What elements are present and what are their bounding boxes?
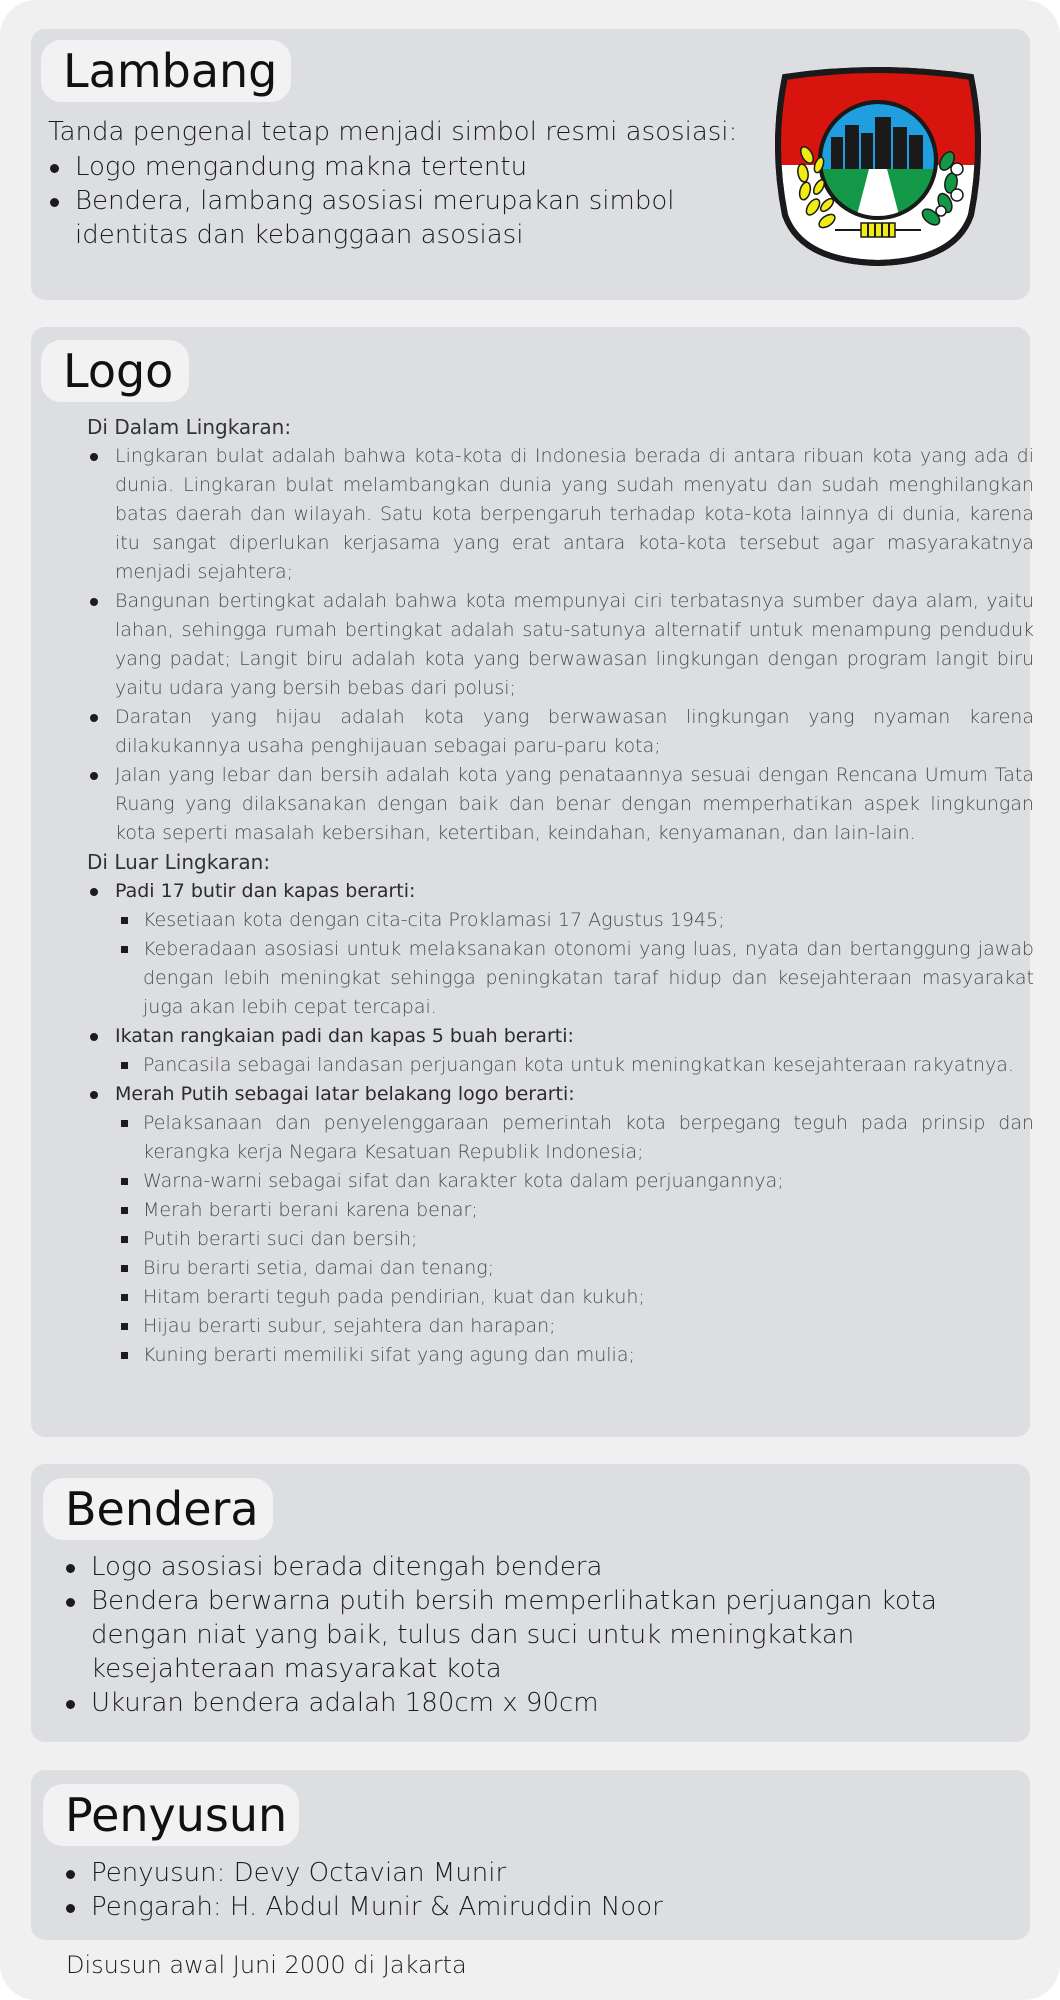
list-item: Pengarah: H. Abdul Munir & Amiruddin Noor bbox=[63, 1890, 1003, 1924]
lambang-intro: Tanda pengenal tetap menjadi simbol resmi asosiasi: bbox=[48, 117, 738, 147]
list-item: Merah berarti berani karena benar; bbox=[115, 1196, 1034, 1225]
list-item: Keberadaan asosiasi untuk melaksanakan otonomi yang luas, nyata dan bertanggung jawab dengan lebih meningkat sehingga peningkatan taraf hidup dan kesejahteraan masyarakat juga akan lebih cepat tercapai. bbox=[115, 935, 1034, 1022]
bendera-card bbox=[31, 1464, 1030, 1742]
list-item bbox=[87, 1022, 1034, 1051]
outside-list bbox=[87, 1022, 1034, 1051]
bendera-title: Bendera bbox=[43, 1478, 273, 1540]
list-item bbox=[87, 1080, 1034, 1109]
footer-note: Disusun awal Juni 2000 di Jakarta bbox=[66, 1951, 467, 1979]
list-item: Kuning berarti memiliki sifat yang agung dan mulia; bbox=[115, 1341, 1034, 1370]
inside-list bbox=[87, 442, 1034, 848]
outside-sublist bbox=[87, 906, 1034, 1022]
list-item: Putih berarti suci dan bersih; bbox=[115, 1225, 1034, 1254]
outside-list bbox=[87, 1080, 1034, 1109]
group-label: Merah Putih sebagai latar belakang logo berarti: bbox=[115, 1083, 575, 1105]
list-item: Logo asosiasi berada ditengah bendera bbox=[63, 1550, 1003, 1584]
list-item: Pancasila sebagai landasan perjuangan kota untuk meningkatkan kesejahteraan rakyatnya. bbox=[115, 1051, 1034, 1080]
list-item: Bendera berwarna putih bersih memperlihatkan perjuangan kota dengan niat yang baik, tulus dan suci untuk meningkatkan kesejahteraan masyarakat kota bbox=[63, 1584, 1003, 1686]
logo-card bbox=[31, 327, 1034, 1437]
outside-list bbox=[87, 877, 1034, 906]
lambang-item-2: Bendera, lambang asosiasi merupakan simbol identitas dan kebanggaan asosiasi bbox=[75, 186, 675, 250]
outside-sublist bbox=[87, 1051, 1034, 1080]
list-item: Warna-warni sebagai sifat dan karakter kota dalam perjuangannya; bbox=[115, 1167, 1034, 1196]
list-item: Daratan yang hijau adalah kota yang berwawasan lingkungan yang nyaman karena dilakukannya usaha penghijauan sebagai paru-paru kota; bbox=[87, 703, 1034, 761]
lambang-list bbox=[47, 150, 777, 252]
list-item: Hitam berarti teguh pada pendirian, kuat dan kukuh; bbox=[115, 1283, 1034, 1312]
list-item: Pelaksanaan dan penyelenggaraan pemerintah kota berpegang teguh pada prinsip dan kerangka kerja Negara Kesatuan Republik Indonesia; bbox=[115, 1109, 1034, 1167]
lambang-title: Lambang bbox=[41, 40, 291, 102]
list-item bbox=[47, 184, 755, 252]
list-item: Logo mengandung makna tertentu bbox=[47, 150, 777, 184]
outside-sublist bbox=[87, 1109, 1034, 1370]
outside-heading: Di Luar Lingkaran: bbox=[87, 850, 271, 874]
list-item: Kesetiaan kota dengan cita-cita Proklamasi 17 Agustus 1945; bbox=[115, 906, 1034, 935]
penyusun-title: Penyusun bbox=[43, 1784, 299, 1846]
logo-title: Logo bbox=[41, 340, 189, 402]
list-item: Jalan yang lebar dan bersih adalah kota yang penataannya sesuai dengan Rencana Umum Tata Ruang yang dilaksanakan dengan baik dan benar dengan memperhatikan aspek lingkungan kota seperti masalah kebersihan, ketertiban, keindahan, kenyamanan, dan lain-lain. bbox=[87, 761, 1034, 848]
inside-heading: Di Dalam Lingkaran: bbox=[87, 415, 292, 439]
bendera-list bbox=[63, 1550, 1003, 1720]
list-item: Ukuran bendera adalah 180cm x 90cm bbox=[63, 1686, 1003, 1720]
list-item: Biru berarti setia, damai dan tenang; bbox=[115, 1254, 1034, 1283]
association-emblem-icon bbox=[775, 65, 981, 270]
penyusun-list bbox=[63, 1856, 1003, 1924]
logo-body bbox=[87, 413, 1034, 1370]
lambang-card bbox=[31, 29, 1030, 300]
list-item bbox=[87, 877, 1034, 906]
group-label: Padi 17 butir dan kapas berarti: bbox=[115, 880, 416, 902]
penyusun-card bbox=[31, 1770, 1030, 1940]
list-item: Penyusun: Devy Octavian Munir bbox=[63, 1856, 1003, 1890]
list-item: Hijau berarti subur, sejahtera dan harapan; bbox=[115, 1312, 1034, 1341]
list-item: Bangunan bertingkat adalah bahwa kota mempunyai ciri terbatasnya sumber daya alam, yaitu lahan, sehingga rumah bertingkat adalah satu-satunya alternatif untuk menampung penduduk yang padat; Langit biru adalah kota yang berwawasan lingkungan dengan program langit biru yaitu udara yang bersih bebas dari polusi; bbox=[87, 587, 1034, 703]
list-item: Lingkaran bulat adalah bahwa kota-kota di Indonesia berada di antara ribuan kota yang ada di dunia. Lingkaran bulat melambangkan dunia yang sudah menyatu dan sudah menghilangkan batas daerah dan wilayah. Satu kota berpengaruh terhadap kota-kota lainnya di dunia, karena itu sangat diperlukan kerjasama yang erat antara kota-kota tersebut agar masyarakatnya menjadi sejahtera; bbox=[87, 442, 1034, 587]
group-label: Ikatan rangkaian padi dan kapas 5 buah berarti: bbox=[115, 1025, 574, 1047]
